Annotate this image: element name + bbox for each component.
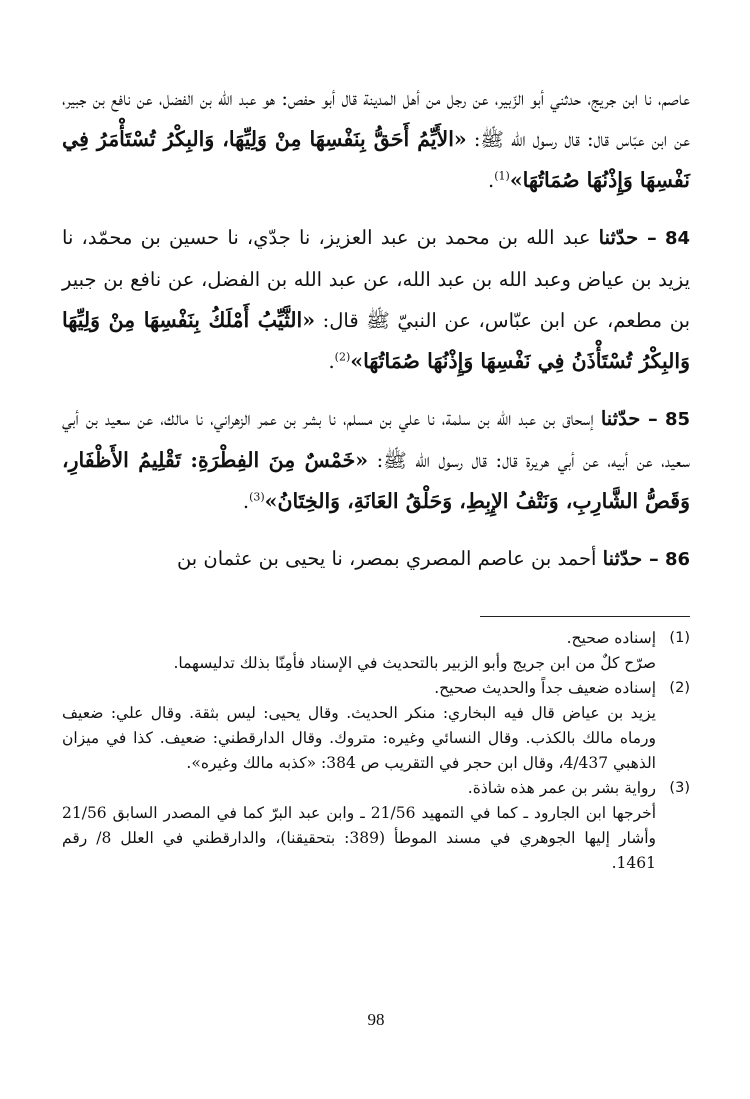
footnotes bbox=[62, 626, 690, 876]
isnad-text: إسحاق بن عبد الله بن سلمة، نا علي بن مسلم، نا بشر بن عمر الزهراني، نا مالك، عن سعيد بن أبي سعيد، عن أبيه، عن أبي هريرة قال: قال رسول الله ﷺ: bbox=[62, 407, 690, 472]
footnote-3 bbox=[62, 776, 690, 876]
footnote-2 bbox=[62, 676, 690, 776]
hadith-number: 86 bbox=[664, 549, 690, 570]
footnote-title: رواية بشر بن عمر هذه شاذة. bbox=[467, 779, 656, 797]
footnote-ref: (1) bbox=[494, 169, 510, 183]
footnote-separator bbox=[480, 616, 690, 617]
hadith-text: «خَمْسٌ مِنَ الفِطْرَةِ: تَقْلِيمُ الأَظْفَارِ، وَقَصُّ الشَّارِبِ، وَنَتْفُ الإِبِطِ، وَحَلْقُ العَانَةِ، وَالخِتَانُ» bbox=[62, 448, 690, 513]
paragraph-continued bbox=[62, 78, 690, 201]
punctuation: . bbox=[328, 350, 335, 373]
hadith-text: «الأَيِّمُ أَحَقُّ بِنَفْسِهَا مِنْ وَلِيِّهَا، وَالبِكْرُ تُسْتَأْمَرُ فِي نَفْسِهَا وَإِذْنُهَا صُمَاتُهَا» bbox=[62, 127, 690, 192]
hadith-text: «الثَّيِّبُ أَمْلَكُ بِنَفْسِهَا مِنْ وَلِيِّهَا وَالبِكْرُ تُسْتَأْذَنُ فِي نَفْسِهَا وَإِذْنُهَا صُمَاتُهَا» bbox=[62, 308, 690, 373]
footnote-number: (1) bbox=[669, 630, 690, 646]
punctuation: . bbox=[242, 490, 250, 513]
hadith-intro: – حدّثنا bbox=[598, 226, 657, 249]
page-number: 98 bbox=[367, 1010, 385, 1029]
footnote-body: صرّح كلٌ من ابن جريج وأبو الزبير بالتحديث في الإسناد فأمِنّا بذلك تدليسهما. bbox=[173, 654, 656, 672]
footnote-ref: (2) bbox=[334, 350, 351, 364]
footnote-ref: (3) bbox=[249, 490, 265, 504]
hadith-86 bbox=[62, 538, 690, 580]
footnote-title: إسناده ضعيف جداً والحديث صحيح. bbox=[434, 679, 656, 697]
footnote-body: أخرجها ابن الجارود ـ كما في التمهيد 21/56 ـ وابن عبد البرّ كما في المصدر السابق 21/56 وأشار إليها الجوهري في مسند الموطأ (389: بتحقيقنا)، والدارقطني في العلل 8/ رقم 1461. bbox=[62, 804, 657, 872]
main-text bbox=[62, 78, 690, 580]
footnote-1 bbox=[62, 626, 690, 676]
footnote-title: إسناده صحيح. bbox=[566, 629, 656, 647]
footnote-number: (3) bbox=[669, 780, 690, 796]
hadith-84 bbox=[62, 217, 690, 382]
isnad-text: عبد الله بن محمد بن عبد العزيز، نا جدّي، نا حسين بن محمّد، نا يزيد بن عياض وعبد الله بن عبد الله، عن عبد الله بن الفضل، عن نافع بن جبير بن مطعم، عن ابن عبّاس، عن النبيّ ﷺ قال: bbox=[62, 226, 691, 332]
hadith-intro: – حدّثنا bbox=[602, 547, 659, 570]
hadith-number: 84 bbox=[664, 228, 690, 249]
isnad-text: أحمد بن عاصم المصري بمصر، نا يحيى بن عثمان بن bbox=[176, 547, 597, 570]
footnote-body: يزيد بن عياض قال فيه البخاري: منكر الحديث. وقال يحيى: ليس بثقة. وقال علي: ضعيف ورماه مالك بالكذب. وقال النسائي وغيره: متروك. وقال الدارقطني: ضعيف. كذا في ميزان الذهبي 4/437، وقال ابن حجر في التقريب ص 384: «كذبه مالك وغيره». bbox=[62, 704, 656, 772]
footnote-number: (2) bbox=[669, 680, 690, 696]
hadith-number: 85 bbox=[664, 409, 690, 430]
hadith-intro: – حدّثنا bbox=[600, 407, 658, 430]
hadith-85 bbox=[62, 398, 690, 522]
book-page bbox=[62, 0, 690, 1099]
punctuation: . bbox=[488, 169, 495, 192]
isnad-text: عاصم، نا ابن جريج، حدثني أبو الزّبير، عن رجل من أهل المدينة قال أبو حفص: هو عبد الله بن الفضل، عن نافع بن جبير، عن ابن عبّاس قال: قال رسول الله ﷺ: bbox=[62, 87, 690, 151]
